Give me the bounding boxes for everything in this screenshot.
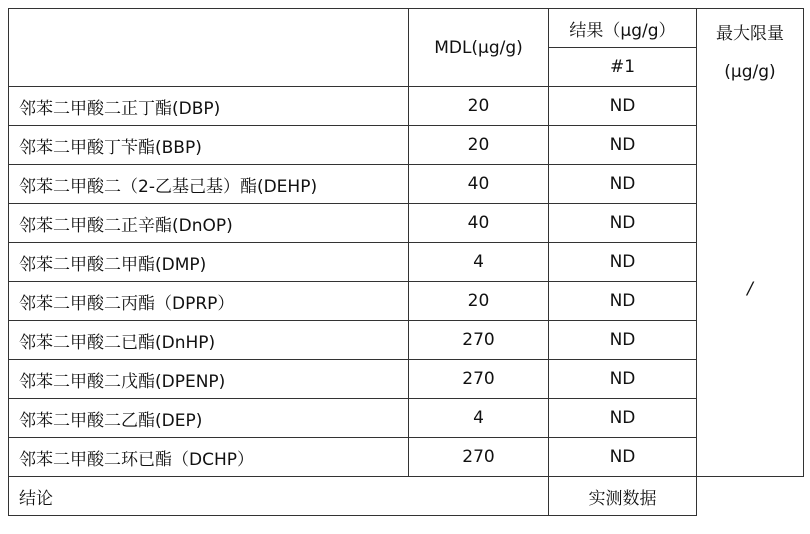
mdl-value: 40	[409, 165, 549, 204]
result-value: ND	[549, 243, 697, 282]
mdl-value: 270	[409, 321, 549, 360]
conclusion-value: 实测数据	[549, 477, 697, 516]
result-value: ND	[549, 204, 697, 243]
result-value: ND	[549, 399, 697, 438]
substance-name: 邻苯二甲酸丁苄酯(BBP)	[9, 126, 409, 165]
table-row	[9, 282, 804, 321]
result-value: ND	[549, 87, 697, 126]
substance-name: 邻苯二甲酸二甲酯(DMP)	[9, 243, 409, 282]
substance-name: 邻苯二甲酸二乙酯(DEP)	[9, 399, 409, 438]
result-value: ND	[549, 321, 697, 360]
mdl-value: 40	[409, 204, 549, 243]
max-limit-value: /	[747, 279, 753, 299]
substance-name: 邻苯二甲酸二丙酯（DPRP）	[9, 282, 409, 321]
phthalate-results-table	[8, 8, 804, 516]
table-row	[9, 87, 804, 126]
result-value: ND	[549, 126, 697, 165]
max-limit-column	[697, 9, 804, 477]
table-row	[9, 204, 804, 243]
substance-name: 邻苯二甲酸二环已酯（DCHP）	[9, 438, 409, 477]
table-row	[9, 360, 804, 399]
header-max-limit: 最大限量 (μg/g)	[716, 24, 784, 82]
table-row	[9, 438, 804, 477]
table-row	[9, 321, 804, 360]
table-row	[9, 126, 804, 165]
conclusion-label: 结论	[9, 477, 549, 516]
mdl-value: 20	[409, 126, 549, 165]
mdl-value: 4	[409, 399, 549, 438]
mdl-value: 20	[409, 87, 549, 126]
mdl-value: 20	[409, 282, 549, 321]
table-row	[9, 165, 804, 204]
mdl-value: 270	[409, 360, 549, 399]
result-value: ND	[549, 360, 697, 399]
header-blank-cell	[9, 9, 409, 87]
mdl-value: 270	[409, 438, 549, 477]
header-sample: #1	[549, 48, 697, 87]
conclusion-row	[9, 477, 804, 516]
header-row-1	[9, 9, 804, 48]
header-mdl: MDL(μg/g)	[409, 9, 549, 87]
mdl-value: 4	[409, 243, 549, 282]
substance-name: 邻苯二甲酸二正辛酯(DnOP)	[9, 204, 409, 243]
substance-name: 邻苯二甲酸二已酯(DnHP)	[9, 321, 409, 360]
substance-name: 邻苯二甲酸二（2-乙基己基）酯(DEHP)	[9, 165, 409, 204]
table-row	[9, 243, 804, 282]
result-value: ND	[549, 438, 697, 477]
table-row	[9, 399, 804, 438]
header-result-group: 结果（μg/g）	[549, 9, 697, 48]
substance-name: 邻苯二甲酸二正丁酯(DBP)	[9, 87, 409, 126]
result-value: ND	[549, 282, 697, 321]
result-value: ND	[549, 165, 697, 204]
substance-name: 邻苯二甲酸二戊酯(DPENP)	[9, 360, 409, 399]
